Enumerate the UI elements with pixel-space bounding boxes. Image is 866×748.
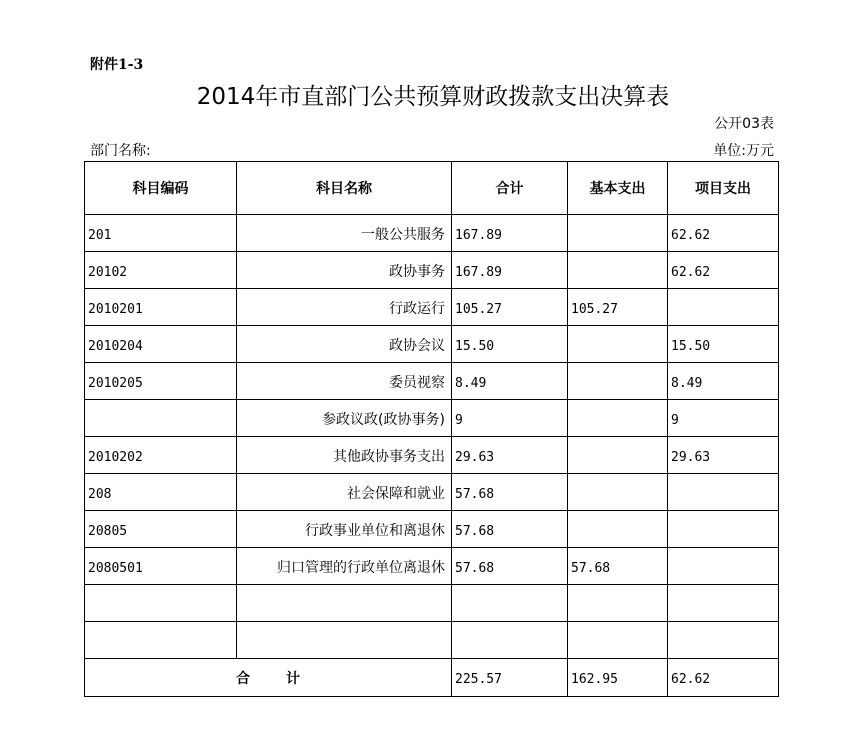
table-row — [85, 252, 779, 289]
row-code: 2010204 — [85, 326, 237, 363]
row-name: 政协会议 — [237, 326, 452, 363]
row-name — [237, 622, 452, 659]
row-total: 8.49 — [452, 363, 568, 400]
table-row — [85, 289, 779, 326]
row-basic: 105.27 — [568, 289, 668, 326]
row-project: 29.63 — [668, 437, 779, 474]
row-project — [668, 622, 779, 659]
total-project: 62.62 — [668, 659, 779, 697]
expenditure-table — [84, 161, 779, 697]
row-name: 政协事务 — [237, 252, 452, 289]
row-name: 其他政协事务支出 — [237, 437, 452, 474]
row-project: 62.62 — [668, 215, 779, 252]
row-code: 201 — [85, 215, 237, 252]
total-basic: 162.95 — [568, 659, 668, 697]
row-code: 2080501 — [85, 548, 237, 585]
row-name: 参政议政(政协事务) — [237, 400, 452, 437]
row-total: 167.89 — [452, 215, 568, 252]
row-basic — [568, 622, 668, 659]
row-total: 15.50 — [452, 326, 568, 363]
table-row — [85, 215, 779, 252]
row-basic — [568, 326, 668, 363]
row-project — [668, 474, 779, 511]
row-basic — [568, 474, 668, 511]
row-code: 20102 — [85, 252, 237, 289]
row-total: 57.68 — [452, 548, 568, 585]
row-name: 行政运行 — [237, 289, 452, 326]
row-basic: 57.68 — [568, 548, 668, 585]
row-project — [668, 289, 779, 326]
attachment-label: 附件1-3 — [90, 57, 144, 73]
row-basic — [568, 215, 668, 252]
header-name: 科目名称 — [237, 162, 452, 215]
row-code — [85, 400, 237, 437]
row-total — [452, 622, 568, 659]
table-row — [85, 585, 779, 622]
total-label — [85, 659, 452, 697]
row-project: 15.50 — [668, 326, 779, 363]
row-project — [668, 511, 779, 548]
row-code: 2010205 — [85, 363, 237, 400]
row-project — [668, 585, 779, 622]
row-basic — [568, 363, 668, 400]
row-total — [452, 585, 568, 622]
table-row — [85, 474, 779, 511]
row-project: 8.49 — [668, 363, 779, 400]
row-basic — [568, 252, 668, 289]
row-total: 57.68 — [452, 474, 568, 511]
row-name: 一般公共服务 — [237, 215, 452, 252]
row-total: 29.63 — [452, 437, 568, 474]
department-label: 部门名称: — [90, 143, 151, 159]
table-row — [85, 511, 779, 548]
row-code — [85, 622, 237, 659]
total-label-a: 合 — [236, 670, 250, 687]
header-project: 项目支出 — [668, 162, 779, 215]
row-name: 社会保障和就业 — [237, 474, 452, 511]
row-name: 委员视察 — [237, 363, 452, 400]
row-code — [85, 585, 237, 622]
row-basic — [568, 511, 668, 548]
table-row — [85, 363, 779, 400]
row-total: 57.68 — [452, 511, 568, 548]
row-code: 2010201 — [85, 289, 237, 326]
total-sum: 225.57 — [452, 659, 568, 697]
row-total: 105.27 — [452, 289, 568, 326]
total-row — [85, 659, 779, 697]
row-name: 行政事业单位和离退休 — [237, 511, 452, 548]
row-total: 167.89 — [452, 252, 568, 289]
row-total: 9 — [452, 400, 568, 437]
total-label-b: 计 — [286, 670, 300, 687]
row-code: 2010202 — [85, 437, 237, 474]
header-total: 合计 — [452, 162, 568, 215]
row-code: 20805 — [85, 511, 237, 548]
table-row — [85, 622, 779, 659]
row-name: 归口管理的行政单位离退休 — [237, 548, 452, 585]
table-row — [85, 548, 779, 585]
table-row — [85, 400, 779, 437]
header-basic: 基本支出 — [568, 162, 668, 215]
row-project — [668, 548, 779, 585]
row-project: 62.62 — [668, 252, 779, 289]
unit-label: 单位:万元 — [713, 143, 774, 159]
row-basic — [568, 400, 668, 437]
row-code: 208 — [85, 474, 237, 511]
header-code: 科目编码 — [85, 162, 237, 215]
table-row — [85, 326, 779, 363]
row-basic — [568, 437, 668, 474]
table-header-row — [85, 162, 779, 215]
row-basic — [568, 585, 668, 622]
row-name — [237, 585, 452, 622]
page-title: 2014年市直部门公共预算财政拨款支出决算表 — [196, 84, 670, 110]
table-row — [85, 437, 779, 474]
form-number: 公开03表 — [714, 116, 774, 132]
row-project: 9 — [668, 400, 779, 437]
